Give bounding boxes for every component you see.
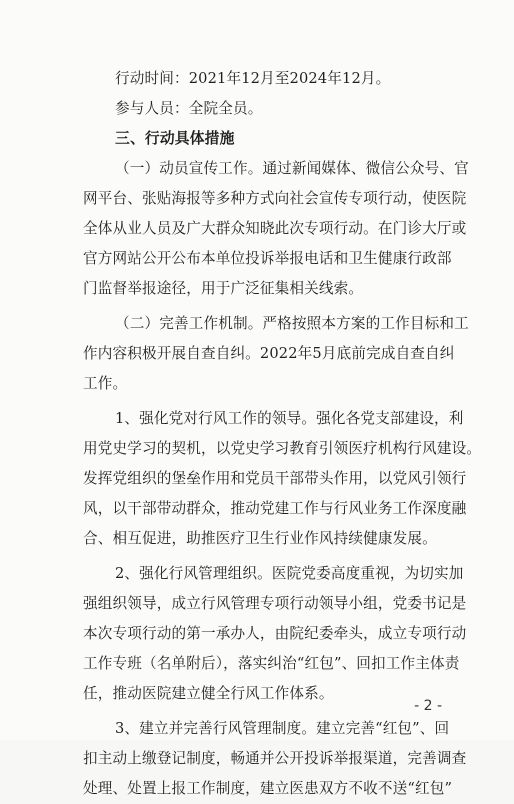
paragraph-line: 门监督举报途径，用于广泛征集相关线索。 bbox=[83, 280, 364, 297]
paragraph-line: 官方网站公开公布本单位投诉举报电话和卫生健康行政部 bbox=[83, 250, 452, 267]
paragraph-line: 工作。 bbox=[83, 375, 128, 392]
paragraph-line: 本次专项行动的第一承办人，由院纪委牵头，成立专项行动 bbox=[83, 625, 467, 642]
paragraph-line: 任，推动医院建立健全行风工作体系。 bbox=[83, 685, 334, 702]
paragraph-line: 合、相互促进，助推医疗卫生行业作风持续健康发展。 bbox=[83, 530, 437, 547]
participants-line: 参与人员：全院全员。 bbox=[115, 100, 263, 117]
paragraph-line: 全体从业人员及广大群众知晓此次专项行动。在门诊大厅或 bbox=[83, 220, 467, 237]
paragraph-line: 2、强化行风管理组织。医院党委高度重视，为切实加 bbox=[115, 565, 464, 582]
paragraph-line: 扣主动上缴登记制度，畅通并公开投诉举报渠道，完善调查 bbox=[83, 750, 467, 767]
paragraph-line: 网平台、张贴海报等多种方式向社会宣传专项行动，使医院 bbox=[83, 190, 467, 207]
paragraph-line: 3、建立并完善行风管理制度。建立完善“红包”、回 bbox=[115, 720, 450, 737]
page-number: - 2 - bbox=[414, 698, 442, 714]
paragraph-line: 处理、处置上报工作制度，建立医患双方不收不送“红包” bbox=[83, 780, 453, 797]
action-time-line: 行动时间：2021年12月至2024年12月。 bbox=[115, 70, 391, 87]
paragraph-line: 工作专班（名单附后），落实纠治“红包”、回扣工作主体责 bbox=[83, 655, 460, 672]
paragraph-line: （一）动员宣传工作。通过新闻媒体、微信公众号、官 bbox=[115, 160, 469, 177]
paragraph-line: 用党史学习的契机，以党史学习教育引领医疗机构行风建设。 bbox=[83, 440, 482, 457]
paragraph-line: 1、强化党对行风工作的领导。强化各党支部建设，利 bbox=[115, 410, 464, 427]
document-body bbox=[83, 64, 482, 804]
paragraph-line: 风，以干部带动群众，推动党建工作与行风业务工作深度融 bbox=[83, 500, 467, 517]
paragraph-line: 作内容积极开展自查自纠。2022年5月底前完成自查自纠 bbox=[83, 345, 455, 362]
paragraph-line: （二）完善工作机制。严格按照本方案的工作目标和工 bbox=[115, 315, 469, 332]
section-heading: 三、行动具体措施 bbox=[115, 130, 235, 147]
paragraph-line: 发挥党组织的堡垒作用和党员干部带头作用，以党风引领行 bbox=[83, 470, 467, 487]
paragraph-line: 强组织领导，成立行风管理专项行动领导小组，党委书记是 bbox=[83, 595, 467, 612]
